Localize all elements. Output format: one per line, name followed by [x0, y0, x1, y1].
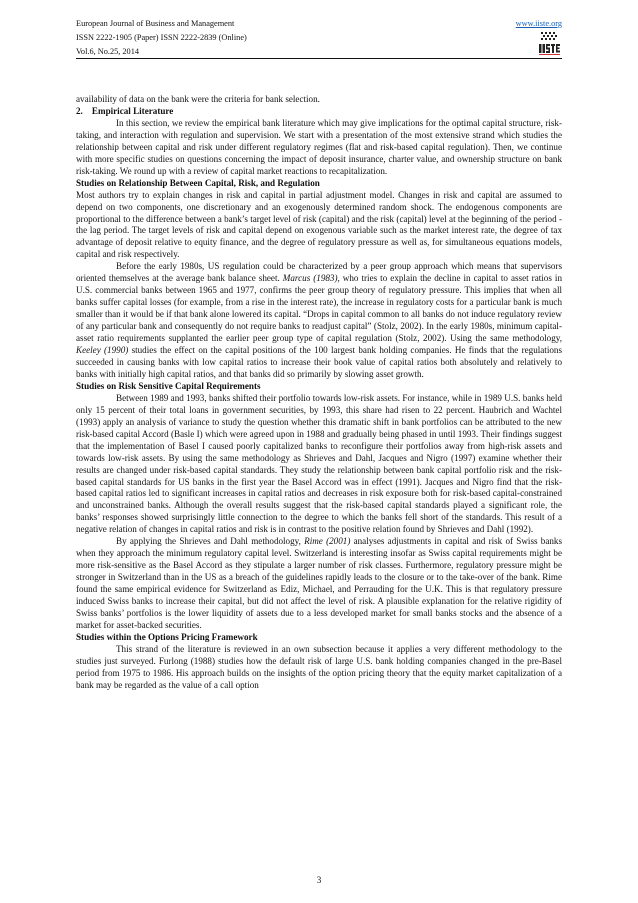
text-run: analyses adjustments in capital and risk of Swiss banks when they approach the minimum regulatory capital level. Switzerland is interesting insofar as Swiss capital requirements might be more risk-sensitive as the Basel Accord as they stipulate a larger number of risk classes. Furthermore, regulatory pressure might be stronger in Switzerland than in the US as a breach of the guidelines rapidly leads to the closure or to the take-over of the bank. Rime found the same empirical evidence for Switzerland as Ediz, Michael, and Perrauding for the U.K. This is that regulatory pressure induced Swiss banks to increase their capital, but did not affect the level of risk. A plausible explanation for the relative rigidity of Swiss banks’ portfolios is the lower liquidity of assets due to a less developed market for small banks stocks and the absence of a market for asset-backed securities. [76, 536, 563, 630]
volume-line: Vol.6, No.25, 2014 [76, 47, 139, 56]
iiste-logo-icon [538, 31, 562, 57]
article-body [76, 94, 562, 692]
journal-url-link[interactable]: www.iiste.org [515, 19, 562, 28]
citation-rime: Rime (2001) [304, 536, 351, 547]
paragraph-adjustment-model: Most authors try to explain changes in risk and capital in partial adjustment model. Changes in risk and capital are assumed to depend on two components, one discretionary and an exogenously determined random shock. The endogenous components are proportional to the difference between a bank’s target level of risk (capital) and the risk (capital) level at the beginning of the period - the lag period. The target levels of risk and capital depend on exogenous variable such as the market interest rate, the degree of tax advantage of deposit relative to equity finance, and the degree of regulatory pressure as well as, for simultaneous equations models, capital and risk respectively. [76, 189, 562, 260]
citation-keeley: Keeley (1990) [76, 345, 129, 356]
paragraph-basel: Between 1989 and 1993, banks shifted their portfolio towards low-risk assets. For instance, while in 1989 U.S. banks held only 15 percent of their total loans in government securities, by 1993, this share had risen to 22 percent. Haubrich and Wachtel (1993) apply an analysis of variance to study the question whether this dramatic shift in bank portfolios can be attributed to the new risk-based capital Accord (Basle I) which were agreed upon in 1988 and gradually being phased in until 1993. Their findings suggest that the implementation of Basel I caused poorly capitalized banks to reconfigure their portfolios away from high-risk assets and towards low-risk assets. By using the same methodology as Shrieves and Dahl, Jacques and Nigro (1997) examine whether their results are changed under risk-based capital standards. They study the relationship between bank capital portfolio risk and the risk-based capital standards for US banks in the first year the Basel Accord was in effect (1991). Jacques and Nigro find that the risk- based capital ratios led to significant increases in capital ratios and decreases in risk exposure both for risk-based capital-constrained and unconstrained banks. Although the overall results suggest that the risk-based capital standards played a significant role, the banks’ responses showed surprisingly little connection to the degree to which the banks fell short of the standards. This result of a negative relation of changes in capital ratios and risk is in contrast to the positive relation found by Shrieves and Dahl (1992). [76, 392, 562, 535]
paragraph-options: This strand of the literature is reviewed in an own subsection because it applies a very different methodology to the studies just surveyed. Furlong (1988) studies how the default risk of large U.S. bank holding companies changed in the pre-Basel period from 1975 to 1986. His approach builds on the insights of the option pricing theory that the equity market capitalization of a bank may be regarded as the value of a call option [76, 643, 562, 690]
text-run: By applying the Shrieves and Dahl methodology, [116, 536, 305, 547]
subsection-heading-capital-risk: Studies on Relationship Between Capital, Risk, and Regulation [76, 177, 320, 188]
section-number: 2. [76, 105, 83, 116]
text-run: studies the effect on the capital positions of the 100 largest bank holding companies. He finds that the regulations succeeded in causing banks with low capital ratios to increase their book value of capital ratios both absolutely and relatively to banks with initially high capital ratios, and that banks did so primarily by slowing asset growth. [76, 345, 562, 379]
citation-marcus: Marcus (1983), [282, 273, 340, 284]
header-divider [76, 58, 562, 59]
issn-line: ISSN 2222-1905 (Paper) ISSN 2222-2839 (Online) [76, 33, 247, 42]
text-run: who tries to explain the decline in capital to asset ratios in U.S. commercial banks between 1965 and 1977, confirms the peer group theory of regulatory pressure. This implies that when all banks suffer capital losses (for example, from a rise in the interest rate), the increase in regulatory costs for a particular bank is much smaller than it would be if that bank alone lowered its capital. “Drops in capital common to all banks do not induce regulatory review of any particular bank and consequently do not require banks to readjust capital” (Stolz, 2002). In the early 1980s, minimum capital-asset ratio requirements supplanted the earlier peer group type of capital regulation (Stolz, 2002). Using the same methodology, [76, 273, 562, 344]
section-paragraph: In this section, we review the empirical bank literature which may give implications for the optimal capital structure, risk-taking, and interaction with regulation and supervision. We start with a presentation of the most extensive strand which studies the relationship between capital and risk under different regulatory regimes (flat and risk-based capital regulation). Then, we continue with more specific studies on questions concerning the impact of deposit insurance, charter value, and ownership structure on bank risk-taking. We round up with a review of capital market reactions to recapitalization. [76, 117, 562, 176]
paragraph-swiss [76, 536, 562, 632]
subsection-heading-options-pricing: Studies within the Options Pricing Framework [76, 631, 258, 642]
page-number: 3 [316, 875, 322, 885]
intro-paragraph: availability of data on the bank were the criteria for bank selection. [76, 94, 320, 104]
text-run: Before the early 1980s, US regulation could be characterized by a peer group approach which means that supervisors oriented themselves at the average bank balance sheet. [76, 261, 562, 284]
journal-name: European Journal of Business and Management [76, 19, 235, 28]
section-title: Empirical Literature [91, 105, 174, 116]
section-heading [76, 106, 562, 118]
paragraph-peer-group [76, 261, 562, 381]
subsection-heading-risk-sensitive: Studies on Risk Sensitive Capital Requirements [76, 380, 261, 391]
